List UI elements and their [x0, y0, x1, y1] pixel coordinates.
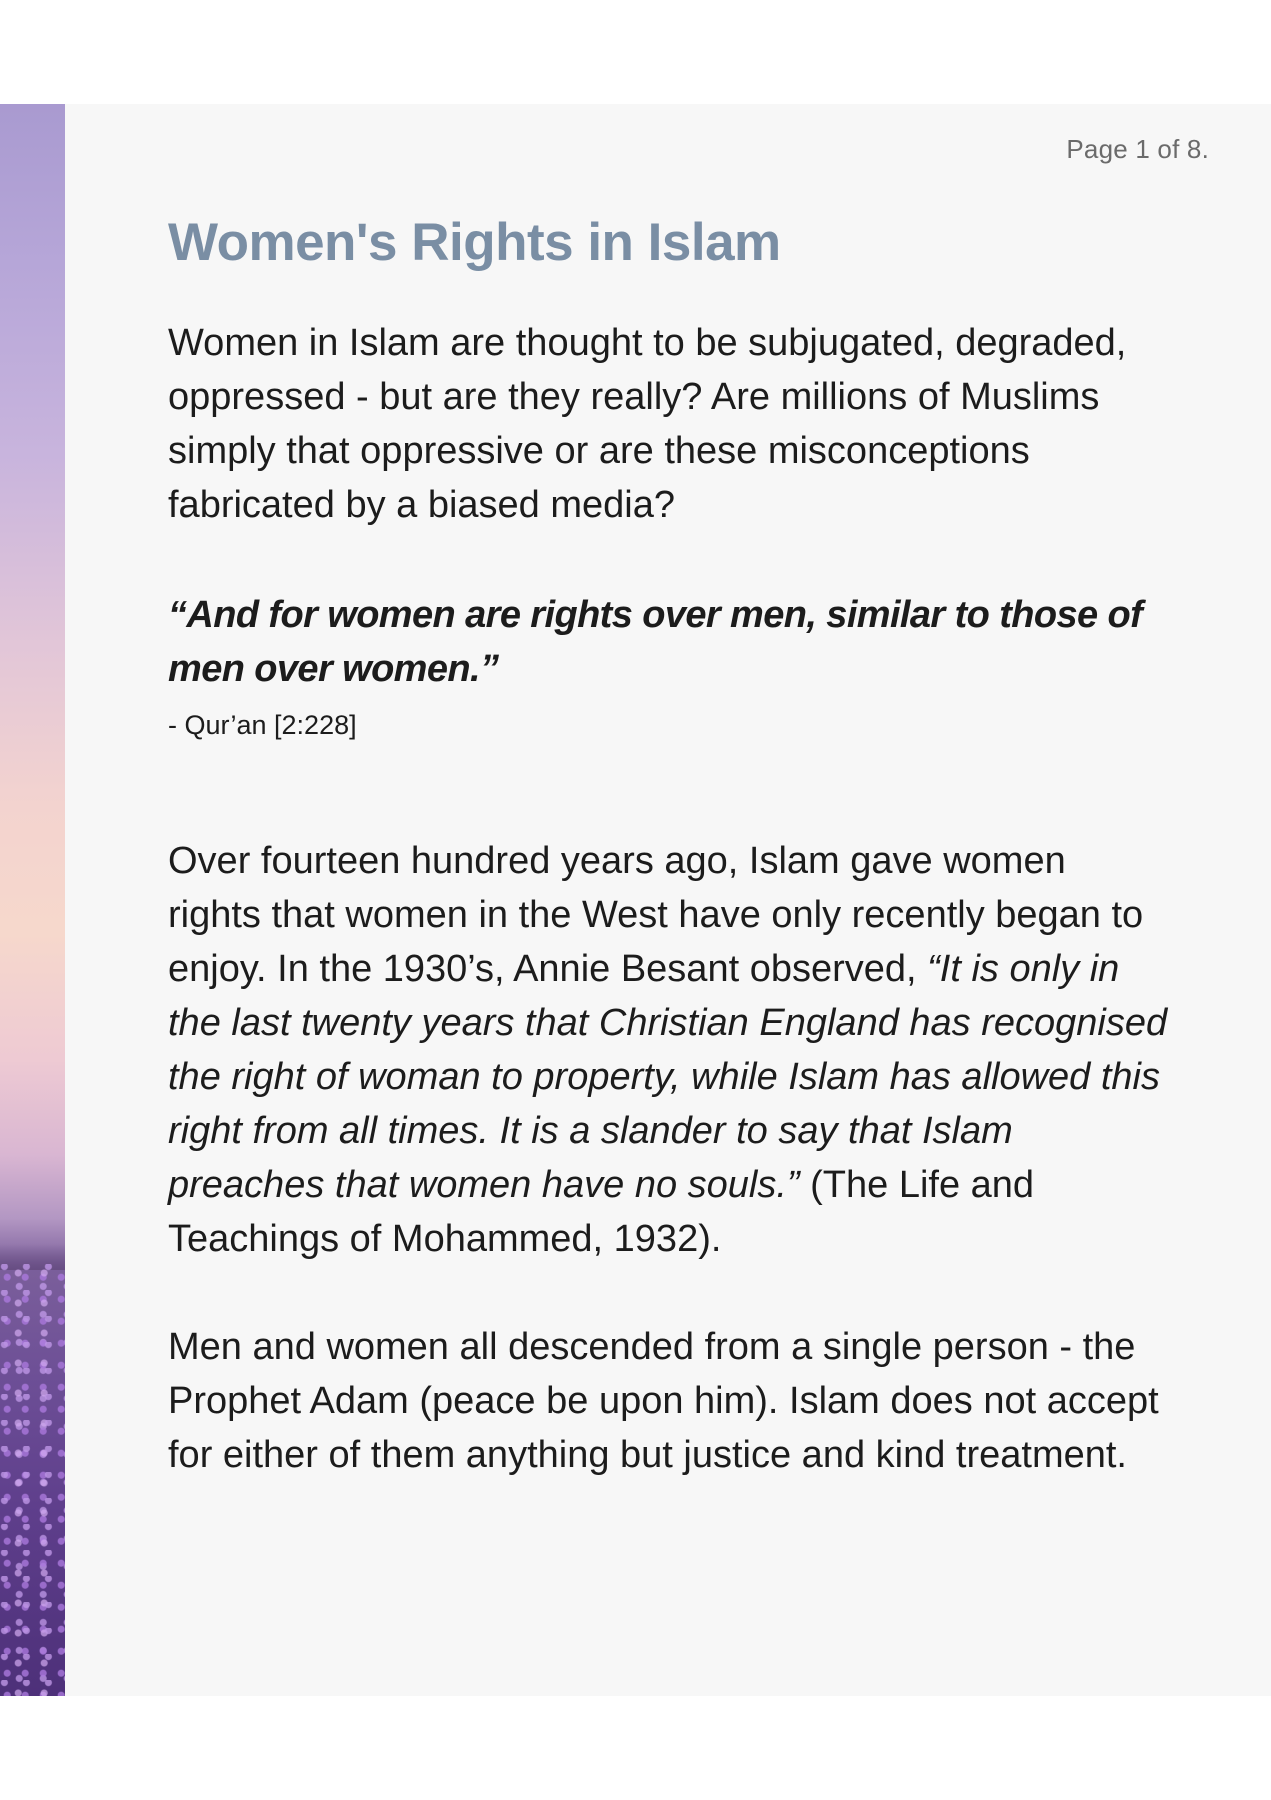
- closing-paragraph: Men and women all descended from a single person - the Prophet Adam (peace be upon him). Islam does not accept for either of them anything but justice and kind treatment.: [168, 1326, 1159, 1477]
- lavender-field-image: [0, 104, 65, 1696]
- besant-source: (The Life and Teachings of Mohammed, 1932).: [168, 1164, 1035, 1261]
- page-number: Page 1 of 8.: [1066, 134, 1209, 164]
- quran-citation: - Qur’an [2:228]: [168, 710, 357, 741]
- lavender-flowers: [0, 1264, 65, 1696]
- history-lead: Over fourteen hundred years ago, Islam gave women rights that women in the West have only recently began to enjoy. In the 1930’s, Annie Besant observed,: [168, 840, 1144, 991]
- history-paragraph: [168, 834, 1168, 1266]
- quran-quote: “And for women are rights over men, similar to those of men over women.”: [168, 594, 1143, 691]
- article-body: [168, 214, 1168, 1482]
- page-title: Women's Rights in Islam: [168, 213, 781, 272]
- intro-paragraph: Women in Islam are thought to be subjugated, degraded, oppressed - but are they really? Are millions of Muslims simply that oppressive or are these misconceptions fabricated by a biased media?: [168, 322, 1127, 527]
- besant-quote: “It is only in the last twenty years that Christian England has recognised the right of woman to property, while Islam has allowed this right from all times. It is a slander to say that Islam preaches that women have no souls.”: [168, 948, 1168, 1207]
